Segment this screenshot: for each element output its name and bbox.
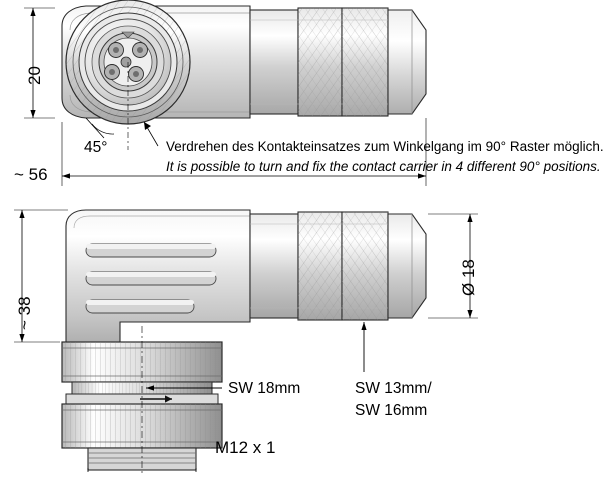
note-leader	[144, 122, 158, 146]
note-english: It is possible to turn and fix the contact carrier in 4 different 90° positions.	[166, 159, 601, 174]
dim-label-diameter-18: Ø 18	[459, 259, 478, 296]
callout-sw18: SW 18mm	[228, 380, 301, 397]
connector-body-side	[66, 210, 250, 342]
callout-sw13-16-line1: SW 13mm/	[355, 380, 432, 397]
note-german: Verdrehen des Kontakteinsatzes zum Winkelgang im 90° Raster möglich.	[166, 139, 604, 154]
sw13-16-leader	[361, 322, 366, 372]
dim-label-56: ~ 56	[14, 165, 48, 184]
dim-20-top	[24, 8, 55, 118]
side-view-drawing	[0, 196, 606, 477]
dim-label-38: ~ 38	[15, 296, 34, 330]
cable-gland-side	[250, 212, 426, 320]
dim-label-20: 20	[25, 66, 44, 85]
callout-sw13-16-line2: SW 16mm	[355, 402, 428, 419]
callout-thread-m12: M12 x 1	[215, 438, 276, 457]
angle-label-45: 45°	[84, 139, 108, 156]
cable-gland-top	[250, 8, 426, 116]
